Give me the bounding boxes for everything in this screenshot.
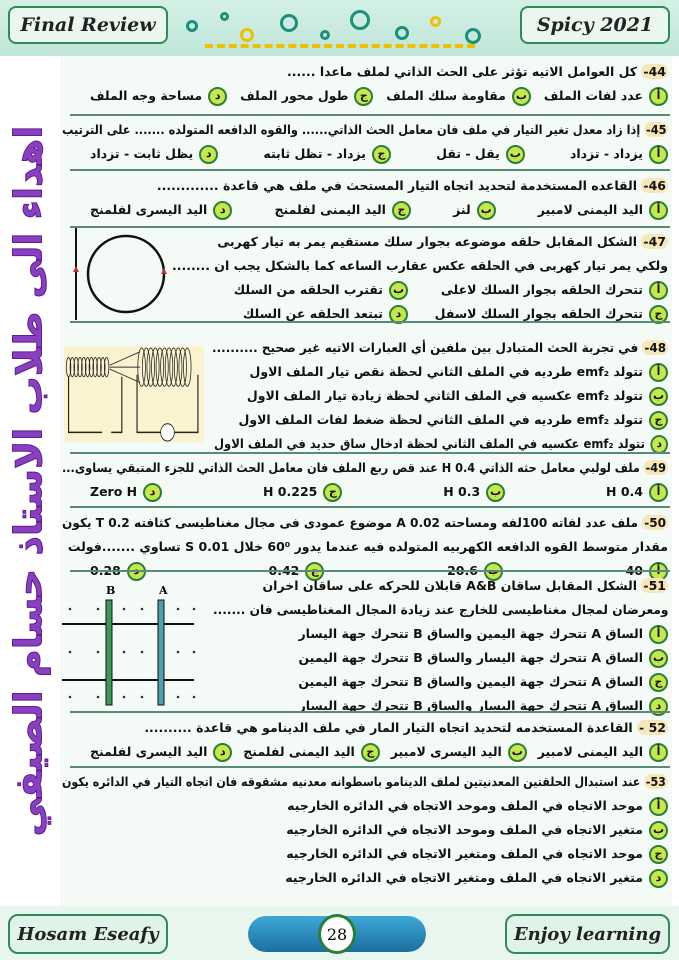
option-1[interactable] xyxy=(298,622,668,646)
separator xyxy=(70,321,670,323)
question-text: كل العوامل الاتيه تؤثر على الحث الذاتي لملف ماعدا ...... xyxy=(287,64,638,79)
option-4[interactable] xyxy=(90,84,227,108)
option-marker-icon: ج xyxy=(323,483,342,502)
option-marker-icon: أ xyxy=(649,483,668,502)
option-1[interactable] xyxy=(440,278,668,302)
question-number: 49- xyxy=(645,460,667,475)
option-marker-icon: د xyxy=(208,87,227,106)
question-46 xyxy=(60,174,672,222)
question-50 xyxy=(60,511,672,583)
question-53 xyxy=(60,770,672,890)
option-text: اليد اليمنى لامبير xyxy=(537,744,643,759)
option-text: موحد الاتجاه في الملف ومتغير الاتجاه في الدائره الخارجيه xyxy=(286,846,643,861)
dedication-text: اهداء الى طلاب الاستاذ حسام الصيفي xyxy=(6,125,50,837)
option-2[interactable] xyxy=(298,646,668,670)
separator xyxy=(70,169,670,171)
option-marker-icon: أ xyxy=(649,145,668,164)
questions-area xyxy=(60,56,672,908)
question-text: الشكل المقابل حلقه موضوعه بجوار سلك مستقيم يمر به تيار كهربى xyxy=(217,234,638,249)
option-marker-icon: د xyxy=(213,743,232,762)
option-marker-icon: ج xyxy=(649,305,668,324)
header-title-right: Spicy 2021 xyxy=(520,6,670,44)
option-4[interactable] xyxy=(90,198,232,222)
option-text: 0.42 xyxy=(268,563,300,578)
question-text: القاعدة المستخدمه لتحديد اتجاه التيار المار في ملف الدينامو هي قاعدة .......... xyxy=(144,720,633,735)
option-3[interactable] xyxy=(298,670,668,694)
footer xyxy=(0,906,679,960)
separator xyxy=(70,506,670,508)
option-marker-icon: د xyxy=(213,201,232,220)
option-text: مقاومة سلك الملف xyxy=(386,88,506,103)
option-text: 0.3 H xyxy=(443,484,481,499)
option-4[interactable] xyxy=(90,480,162,504)
question-number: 45- xyxy=(645,122,667,137)
option-marker-icon: د xyxy=(127,562,146,581)
option-text: 0.28 xyxy=(90,563,121,578)
option-text: تتولد emf₂ طرديه في الملف الثاني لحظة ضغط لفات الملف الاول xyxy=(238,412,643,427)
option-text: مساحة وجه الملف xyxy=(90,88,203,103)
option-4[interactable] xyxy=(299,694,668,718)
option-text: اليد اليسرى لامبير xyxy=(390,744,502,759)
question-number: 52 - xyxy=(639,720,666,735)
option-marker-icon: أ xyxy=(649,625,668,644)
question-51 xyxy=(210,574,672,718)
option-text: اليد اليمنى لفلمنج xyxy=(243,744,355,759)
option-marker-icon: ج xyxy=(649,411,668,430)
question-text: ولكي يمر تيار كهربى في الحلقه عكس عقارب الساعه كما بالشكل يجب ان ........ xyxy=(171,258,668,273)
option-marker-icon: أ xyxy=(649,281,668,300)
option-marker-icon: ب xyxy=(512,87,531,106)
option-text: تتحرك الحلقه بجوار السلك لاسفل xyxy=(434,306,643,321)
question-number: 44- xyxy=(643,64,666,79)
rod-b-label: B xyxy=(106,584,116,597)
option-marker-icon: ج xyxy=(649,845,668,864)
mutual-induction-figure xyxy=(64,346,204,442)
option-text: تبتعد الحلقه عن السلك xyxy=(242,306,383,321)
option-text: موحد الاتجاه في الملف وموحد الاتجاه في الدائره الخارجيه xyxy=(287,798,643,813)
wire-loop-figure xyxy=(70,228,180,320)
option-marker-icon: ج xyxy=(372,145,391,164)
option-text: لنز xyxy=(453,202,471,217)
option-text: عدد لفات الملف xyxy=(543,88,643,103)
option-text: اليد اليسرى لفلمنج xyxy=(90,744,208,759)
option-marker-icon: ج xyxy=(305,562,324,581)
option-marker-icon: د xyxy=(649,869,668,888)
option-marker-icon: أ xyxy=(649,562,668,581)
question-number: 50- xyxy=(644,515,667,530)
option-text: 40 xyxy=(625,563,643,578)
option-marker-icon: أ xyxy=(649,201,668,220)
option-3[interactable] xyxy=(286,842,668,866)
option-text: متغير الاتجاه في الملف وموحد الاتجاه في الدائره الخارجيه xyxy=(286,822,643,837)
question-number: 53- xyxy=(646,774,667,789)
option-4[interactable] xyxy=(285,866,668,890)
option-marker-icon: أ xyxy=(649,743,668,762)
question-text: مقدار متوسط القوه الدافعه الكهربيه المتولده فيه عندما يدور 60⁰ خلال 0.01 S تساوي .......فولت xyxy=(67,539,668,554)
option-4[interactable] xyxy=(90,740,232,764)
option-text: 20.6 xyxy=(447,563,478,578)
option-marker-icon: ب xyxy=(508,743,527,762)
option-3[interactable] xyxy=(243,740,380,764)
option-marker-icon: ب xyxy=(649,821,668,840)
option-text: الساق A تتحرك جهة اليمين والساق B تتحرك جهة اليسار xyxy=(298,626,643,641)
question-number: 51- xyxy=(643,578,666,593)
question-text: الشكل المقابل ساقان A&B قابلان للحركه على ساقان اخران xyxy=(262,578,638,593)
footer-slogan: Enjoy learning xyxy=(505,914,670,954)
option-text: يظل ثابت - تزداد xyxy=(90,146,194,161)
separator xyxy=(70,114,670,116)
option-text: طول محور الملف xyxy=(240,88,349,103)
option-marker-icon: أ xyxy=(649,797,668,816)
separator xyxy=(70,766,670,768)
rod-a-label: A xyxy=(159,584,168,597)
option-text: الساق A تتحرك جهة اليسار والساق B تتحرك جهة اليمين xyxy=(298,650,643,665)
author-name: Hosam Eseafy xyxy=(8,914,168,954)
option-marker-icon: د xyxy=(389,305,408,324)
question-text: القاعده المستخدمة لتحديد اتجاه التيار المستحث في ملف هي قاعدة ............. xyxy=(156,178,638,193)
option-text: الساق A تتحرك جهة اليسار والساق B تتحرك جهة اليسار xyxy=(298,698,643,713)
header xyxy=(0,0,679,56)
question-48 xyxy=(210,336,672,456)
option-marker-icon: أ xyxy=(649,87,668,106)
question-45 xyxy=(60,118,672,166)
option-marker-icon: ب xyxy=(389,281,408,300)
decorative-circles xyxy=(180,8,500,48)
option-text: Zero H xyxy=(90,484,138,499)
option-2[interactable] xyxy=(453,198,496,222)
option-marker-icon: ب xyxy=(486,483,505,502)
option-text: 0.225 H xyxy=(262,484,318,499)
option-text: يزداد - تظل ثابته xyxy=(263,146,366,161)
header-title-left: Final Review xyxy=(8,6,168,44)
question-text: في تجربة الحث المتبادل بين ملفين أي العبارات الاتيه غير صحيح .......... xyxy=(211,340,639,355)
option-1[interactable] xyxy=(544,84,668,108)
question-number: 47- xyxy=(643,234,666,249)
option-marker-icon: د xyxy=(650,435,668,454)
option-2[interactable] xyxy=(234,278,408,302)
question-number: 48- xyxy=(644,340,667,355)
option-text: تتحرك الحلقه بجوار السلك لاعلى xyxy=(440,282,643,297)
option-3[interactable] xyxy=(240,84,373,108)
option-text: تتولد emf₂ عكسيه في الملف الثاني لحظة ادخال ساق حديد في الملف الاول xyxy=(213,436,645,451)
option-text: 0.4 H xyxy=(606,484,643,499)
option-marker-icon: د xyxy=(143,483,162,502)
option-marker-icon: د xyxy=(649,697,668,716)
option-4[interactable] xyxy=(90,142,218,166)
option-3[interactable] xyxy=(274,198,411,222)
option-marker-icon: ب xyxy=(506,145,525,164)
page-number: 28 xyxy=(318,914,356,954)
separator xyxy=(70,711,670,713)
option-text: اليد اليمنى لامبير xyxy=(537,202,643,217)
option-text: تتولد emf₂ عكسيه في الملف الثاني لحظة زيادة تيار الملف الاول xyxy=(246,388,643,403)
option-text: تقترب الحلقه من السلك xyxy=(233,282,383,297)
option-1[interactable] xyxy=(287,794,668,818)
option-text: الساق A تتحرك جهة اليمين والساق B تتحرك جهة اليمين xyxy=(298,674,643,689)
option-2[interactable] xyxy=(286,818,668,842)
option-marker-icon: ب xyxy=(649,649,668,668)
question-text: ملف عدد لفاته 100لفه ومساحته 0.02 A موضوع عمودى فى مجال مغناطيسى كثافته 0.2 T يكون xyxy=(61,515,638,530)
option-marker-icon: ج xyxy=(361,743,380,762)
option-marker-icon: ب xyxy=(484,562,503,581)
option-3[interactable] xyxy=(263,480,342,504)
option-2[interactable] xyxy=(391,740,527,764)
option-marker-icon: ج xyxy=(649,673,668,692)
question-text: ومعرضان لمجال مغناطيسى للخارج عند زيادة المجال المغناطيسى فان ....... xyxy=(212,602,668,617)
option-text: تتولد emf₂ طرديه في الملف الثاني لحظة نقص تيار الملف الاول xyxy=(249,364,643,379)
option-marker-icon: ج xyxy=(354,87,373,106)
option-2[interactable] xyxy=(386,84,531,108)
option-3[interactable] xyxy=(238,408,668,432)
question-text: عند استبدال الحلقتين المعدنيتين لملف الدينامو باسطوانه معدنيه مشقوقه فان اتجاه التيار في الدائره يكون xyxy=(62,774,641,789)
option-text: يقل - تقل xyxy=(436,146,500,161)
option-marker-icon: ب xyxy=(477,201,496,220)
question-52 xyxy=(60,716,672,764)
option-marker-icon: د xyxy=(199,145,218,164)
option-1[interactable] xyxy=(250,360,668,384)
question-text: ملف لولبي معامل حثه الذاتي 0.4 H عند قص ربع الملف فان معامل الحث الذاتي للجزء المتبقي يساوى... xyxy=(62,460,641,475)
separator xyxy=(70,452,670,454)
option-text: اليد اليسرى لفلمنج xyxy=(90,202,208,217)
option-2[interactable] xyxy=(436,142,525,166)
option-1[interactable] xyxy=(570,142,668,166)
option-1[interactable] xyxy=(606,480,668,504)
option-1[interactable] xyxy=(538,198,668,222)
decorative-dash xyxy=(205,44,475,48)
question-44 xyxy=(60,60,672,108)
option-3[interactable] xyxy=(263,142,391,166)
option-marker-icon: ج xyxy=(392,201,411,220)
option-text: اليد اليمنى لفلمنج xyxy=(274,202,386,217)
option-text: يزداد - تزداد xyxy=(569,146,643,161)
question-49 xyxy=(60,456,672,504)
question-text: إذا زاد معدل تغير التيار في ملف فان معامل الحث الذاتي...... والقوه الدافعه المتولده ....... على الترتيب xyxy=(61,122,640,137)
rails-figure xyxy=(62,582,202,707)
separator xyxy=(70,570,670,572)
option-2[interactable] xyxy=(443,480,505,504)
question-number: 46- xyxy=(643,178,666,193)
option-marker-icon: أ xyxy=(649,363,668,382)
option-text: متغير الاتجاه في الملف ومتغير الاتجاه في الدائره الخارجيه xyxy=(285,870,643,885)
option-marker-icon: ب xyxy=(649,387,668,406)
option-2[interactable] xyxy=(247,384,668,408)
option-1[interactable] xyxy=(538,740,668,764)
